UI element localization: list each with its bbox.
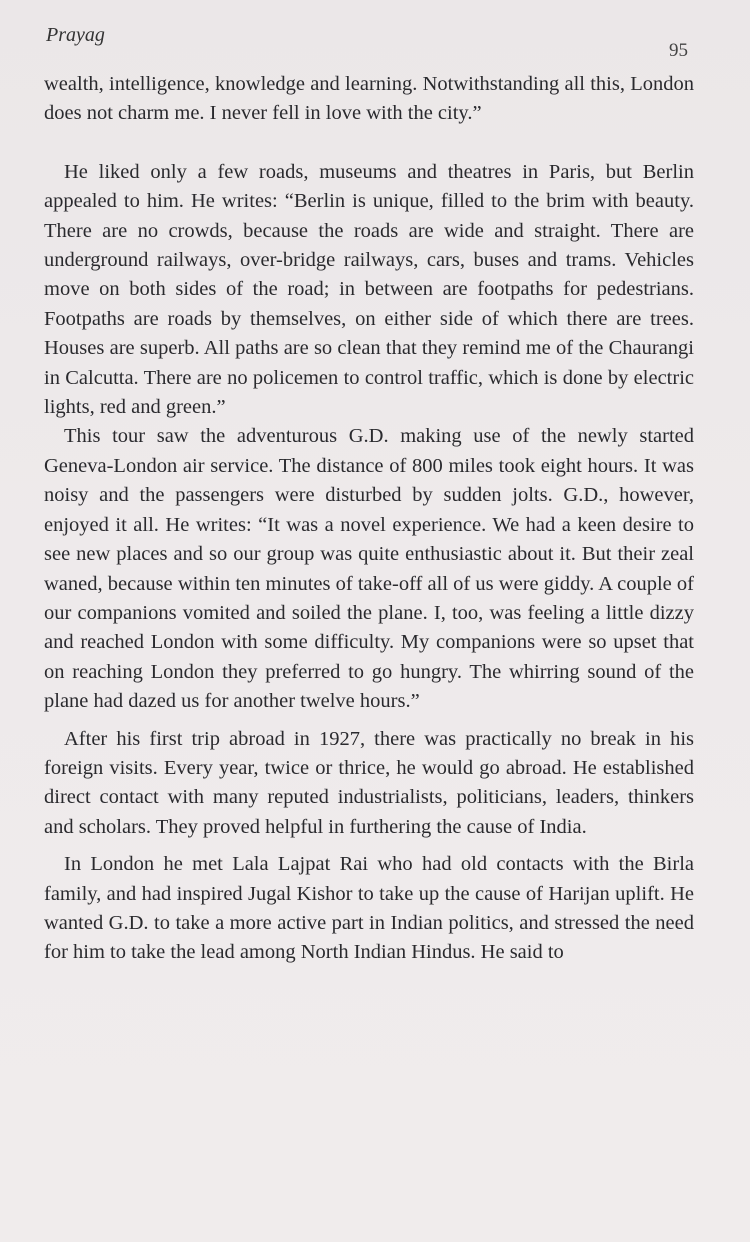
paragraph-continued: wealth, intelligence, knowledge and learning. Notwithstanding all this, London does not charm me. I never fell in love with the city.” [44, 73, 694, 125]
running-head: Prayag [46, 24, 105, 46]
paragraph-foreign-visits: After his first trip abroad in 1927, there was practically no break in his foreign visits. Every year, twice or thrice, he would go abroad. He established direct contact with many reputed industrialists, politicians, leaders, thinkers and scholars. They proved helpful in furthering the cause of India. [44, 727, 694, 838]
page-number: 95 [669, 40, 688, 61]
paragraph-berlin: He liked only a few roads, museums and theatres in Paris, but Berlin appealed to him. He writes: “Berlin is unique, filled to the brim with beauty. There are no crowds, because the roads are wide and straight. There are underground railways, over-bridge railways, cars, buses and trams. Vehicles move on both sides of the road; in between are footpaths for pedestrians. Footpaths are roads by themselves, on either side of which there are trees. Houses are superb. All paths are so clean that they remind me of the Chaurangi in Calcutta. There are no policemen to control traffic, which is done by electric lights, red and green.” [44, 160, 694, 419]
paragraph-air-service: This tour saw the adventurous G.D. making use of the newly started Geneva-London air service. The distance of 800 miles took eight hours. It was noisy and the passengers were disturbed by sudden jolts. G.D., however, enjoyed it all. He writes: “It was a novel experience. We had a keen desire to see new places and so our group was quite enthusiastic about it. But their zeal waned, because within ten minutes of take-off all of us were giddy. A couple of our companions vomited and soiled the plane. I, too, was feeling a little dizzy and reached London with some difficulty. My companions were so upset that on reaching London they preferred to go hungry. The whirring sound of the plane had dazed us for another twelve hours.” [44, 425, 694, 713]
body-text [44, 70, 694, 968]
paragraph-lajpat-rai: In London he met Lala Lajpat Rai who had old contacts with the Birla family, and had inspired Jugal Kishor to take up the cause of Harijan uplift. He wanted G.D. to take a more active part in Indian politics, and stressed the need for him to take the lead among North Indian Hindus. He said to [44, 853, 694, 964]
